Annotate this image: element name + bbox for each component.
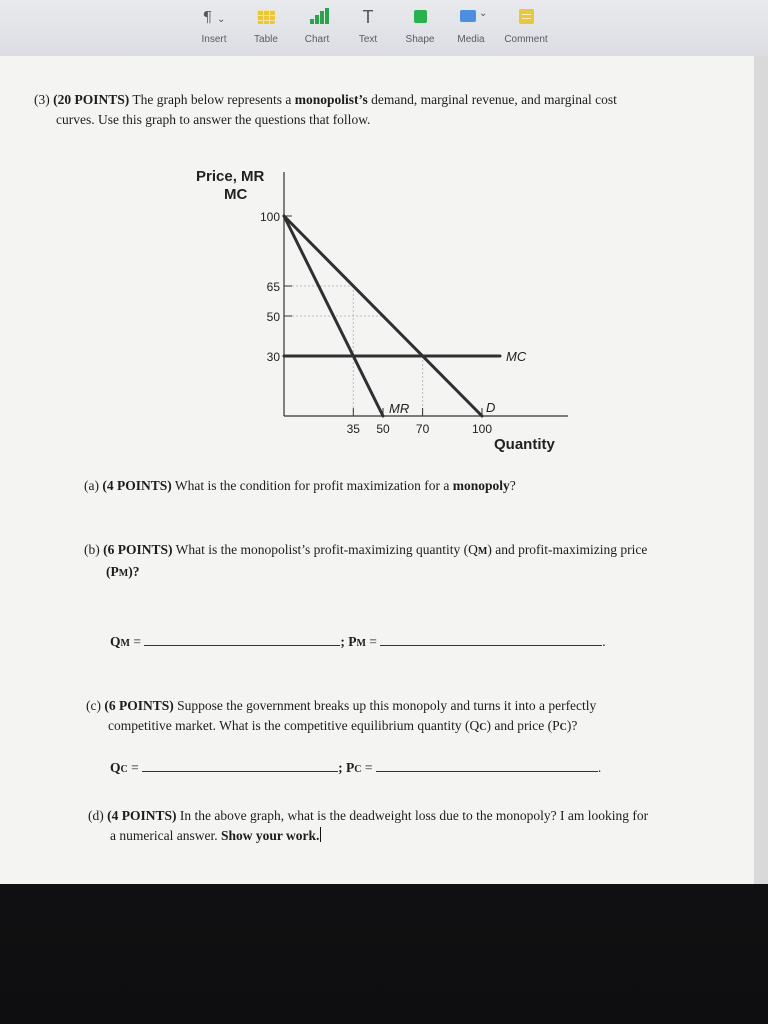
y-axis-label-line2: MC bbox=[224, 186, 248, 203]
x-axis-label: Quantity bbox=[494, 436, 555, 453]
media-icon: ⌄ bbox=[450, 6, 492, 28]
shape-icon bbox=[399, 6, 441, 28]
comment-icon bbox=[505, 6, 547, 28]
chart-svg bbox=[180, 160, 600, 470]
x-tick-label-70: 70 bbox=[415, 422, 430, 436]
part-c: (c) (6 POINTS) Suppose the government breaks up this monopoly and turns it into a perfectly competitive market. What is the competitive equilibrium quantity (QC) and price (PC)? bbox=[86, 698, 597, 733]
paragraph-icon bbox=[193, 6, 235, 28]
part-b: (b) (6 POINTS) What is the monopolist’s profit-maximizing quantity (QM) and profit-maximizing price (PM)? bbox=[84, 542, 648, 579]
paragraph-glyph: ¶ bbox=[202, 8, 213, 26]
part-b-answer-line: QM = ; PM = . bbox=[110, 634, 606, 649]
qm-answer-field[interactable] bbox=[144, 633, 340, 646]
text-button[interactable] bbox=[338, 4, 398, 45]
pm-answer-field[interactable] bbox=[380, 633, 602, 646]
y-axis-label-line1: Price, MR bbox=[196, 168, 265, 185]
y-tick-label-65: 65 bbox=[266, 280, 280, 294]
pc-answer-field[interactable] bbox=[376, 759, 598, 772]
insert-label: Insert bbox=[201, 34, 227, 45]
monopoly-graph bbox=[180, 160, 600, 470]
x-tick-label-35: 35 bbox=[346, 422, 360, 436]
y-tick-label-50: 50 bbox=[266, 310, 280, 324]
text-label: Text bbox=[358, 34, 378, 45]
shape-label: Shape bbox=[405, 34, 435, 45]
x-tick-label-100: 100 bbox=[471, 422, 493, 436]
comment-button[interactable] bbox=[496, 4, 556, 45]
media-button[interactable] bbox=[441, 4, 501, 45]
y-tick-label-30: 30 bbox=[266, 350, 280, 364]
chevron-down-icon: ⌄ bbox=[216, 14, 226, 25]
media-label: Media bbox=[457, 34, 485, 45]
table-label: Table bbox=[254, 34, 278, 45]
chart-label: Chart bbox=[304, 34, 330, 45]
comment-label: Comment bbox=[504, 34, 548, 45]
text-cursor bbox=[320, 827, 321, 842]
chart-icon bbox=[296, 6, 338, 28]
question-intro: (3) (20 POINTS) The graph below represents a monopolist’s demand, marginal revenue, and marginal cost curves. Use this graph to answer the questions that follow. bbox=[34, 92, 617, 127]
mc-label: MC bbox=[506, 349, 527, 364]
toolbar bbox=[0, 0, 768, 57]
text-icon: T bbox=[362, 7, 374, 27]
y-tick-label-100: 100 bbox=[259, 210, 280, 224]
page-edge bbox=[754, 56, 768, 884]
part-d: (d) (4 POINTS) In the above graph, what is the deadweight loss due to the monopoly? I am looking for a numerical answer. Show your work. bbox=[88, 808, 649, 843]
qc-answer-field[interactable] bbox=[142, 759, 338, 772]
d-label: D bbox=[486, 400, 496, 415]
mr-label: MR bbox=[389, 401, 410, 416]
x-tick-label-50: 50 bbox=[376, 422, 390, 436]
insert-button[interactable] bbox=[184, 4, 244, 45]
table-icon bbox=[245, 6, 287, 28]
part-c-answer-line: QC = ; PC = . bbox=[110, 760, 602, 775]
part-a: (a) (4 POINTS) What is the condition for profit maximization for a monopoly? bbox=[84, 478, 516, 493]
